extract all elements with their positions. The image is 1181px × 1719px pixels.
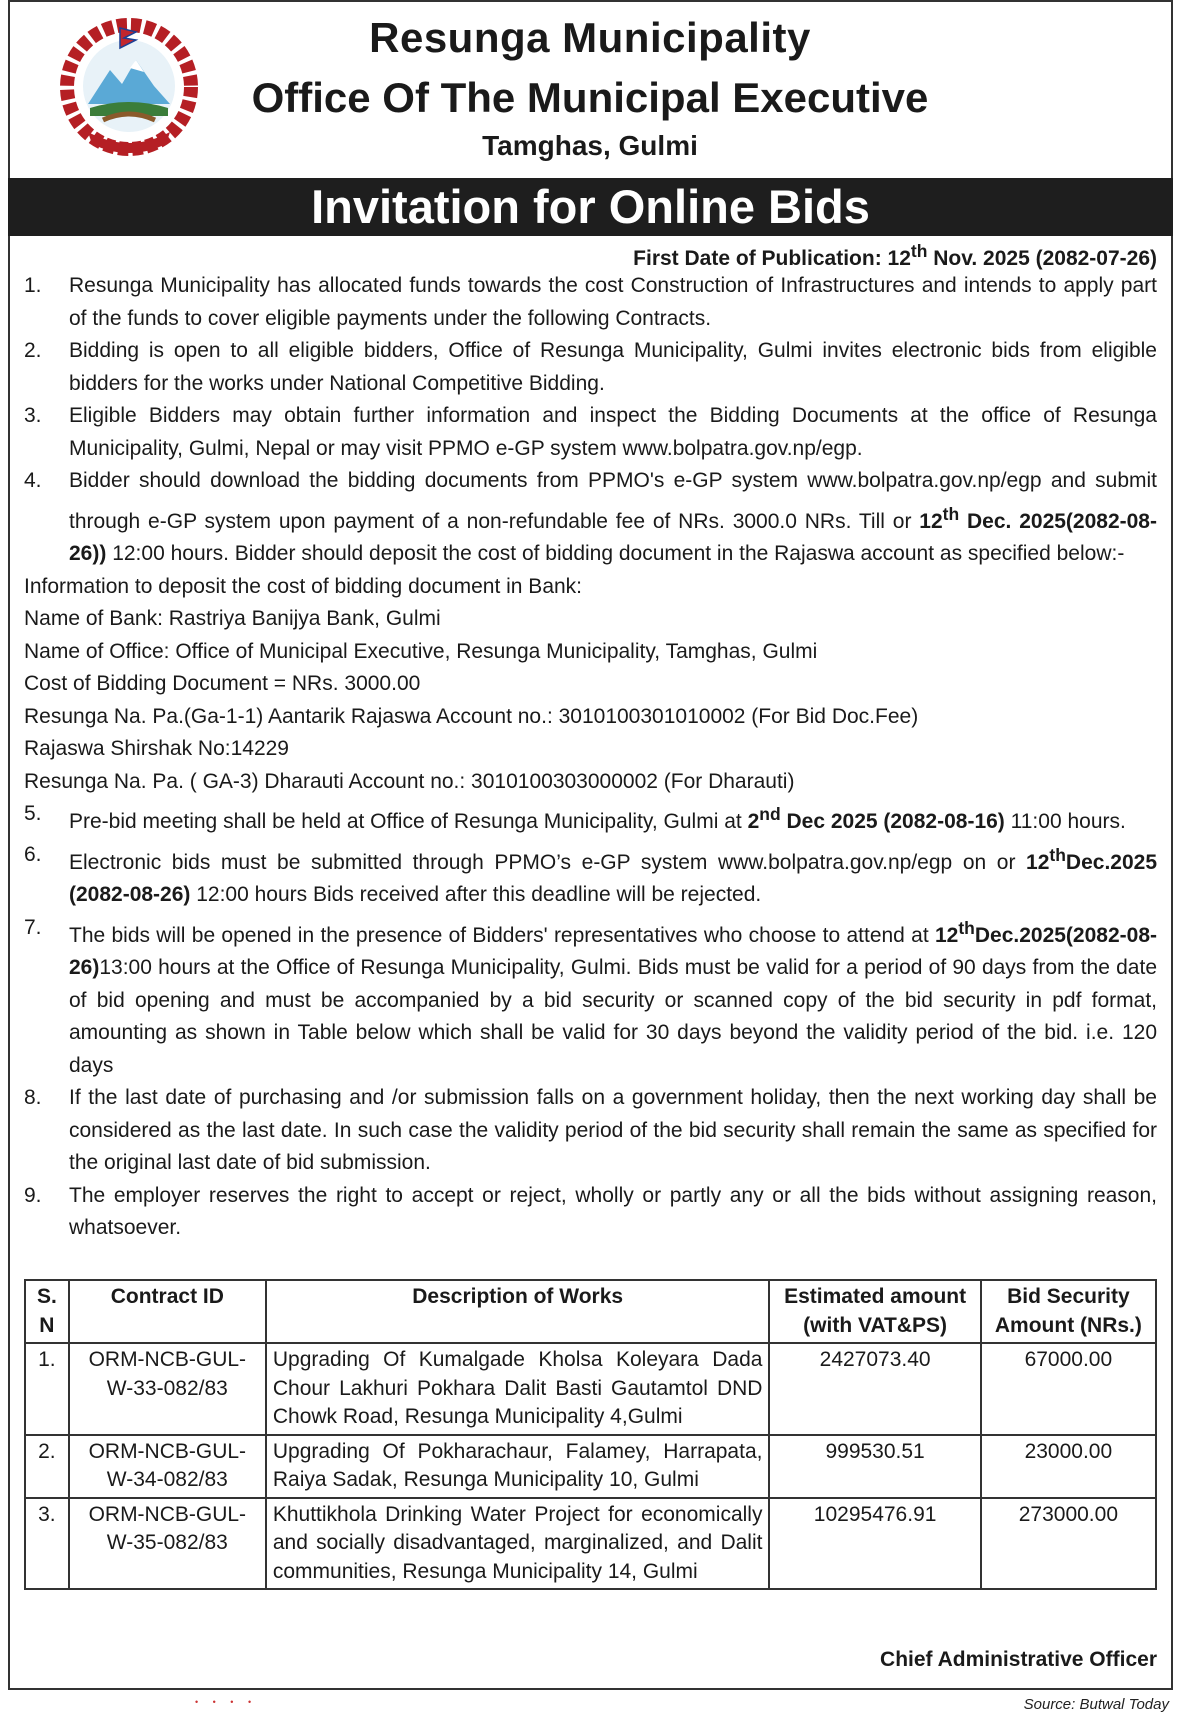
clause-number: 2. xyxy=(24,339,42,362)
cell-estimated-amount: 10295476.91 xyxy=(769,1498,980,1590)
bank-office: Name of Office: Office of Municipal Executive, Resunga Municipality, Tamghas, Gulmi xyxy=(24,639,818,663)
opening-date: 12thDec.2025(2082-08-26) xyxy=(69,917,1157,979)
cell-contract-id: ORM-NCB-GUL-W-34-082/83 xyxy=(69,1435,266,1498)
table-row xyxy=(25,1343,1156,1435)
clause-text: Resunga Municipality has allocated funds towards the cost Construction of Infrastructures and intends to apply part of the funds to cover eligible payments under the following Contracts. xyxy=(69,274,1157,330)
header-estimated-amount: Estimated amount (with VAT&PS) xyxy=(769,1280,980,1343)
bank-name: Name of Bank: Rastriya Banijya Bank, Gulmi xyxy=(24,607,441,630)
header-contract-id: Contract ID xyxy=(69,1280,266,1343)
bank-info-heading: Information to deposit the cost of bidding document in Bank: xyxy=(24,574,583,598)
clause-number: 3. xyxy=(24,404,42,427)
cell-contract-id: ORM-NCB-GUL-W-33-082/83 xyxy=(69,1343,266,1435)
deadline-date: 12th Dec. 2025(2082-08-26)) xyxy=(69,503,1157,565)
clause-text: The employer reserves the right to accept or reject, wholly or partly any or all the bids without assigning reason, whatsoever. xyxy=(69,1183,1157,1239)
clause-9 xyxy=(24,1180,1157,1245)
clause-5: 5. Pre-bid meeting shall be held at Office of Resunga Municipality, Gulmi at 2nd Dec 2025 (2082-08-16) 11:00 hours. xyxy=(24,798,1157,839)
clause-text: Bidding is open to all eligible bidders, Office of Resunga Municipality, Gulmi invites electronic bids from eligible bidders for the works under National Competitive Bidding. xyxy=(69,339,1157,395)
nepal-emblem-icon xyxy=(58,16,200,158)
clause-number: 1. xyxy=(24,274,42,297)
table-header-row xyxy=(25,1280,1156,1343)
cell-bid-security: 23000.00 xyxy=(981,1435,1156,1498)
publication-date: First Date of Publication: 12th Nov. 2025 (2082-07-26) xyxy=(633,241,1157,270)
clause-number: 8. xyxy=(24,1086,42,1109)
clause-4: 4. Bidder should download the bidding documents from PPMO's e-GP system www.bolpatra.gov.np/egp and submit through e-GP system upon payment of a non-refundable fee of NRs. 3000.0 NRs. Till or 12th Dec. 2025(2082-08-26)) 12:00 hours. Bidder should deposit the cost of bidding document in the Rajaswa account as specified below:- xyxy=(24,465,1157,571)
clause-8 xyxy=(24,1082,1157,1180)
cell-description: Khuttikhola Drinking Water Project for economically and socially disadvantaged, marginalized, and Dalit communities, Resunga Municipality 14, Gulmi xyxy=(266,1498,770,1590)
clause-number: 9. xyxy=(24,1183,42,1207)
notice-banner: Invitation for Online Bids xyxy=(8,178,1173,236)
header-bid-security: Bid Security Amount (NRs.) xyxy=(981,1280,1156,1343)
cell-estimated-amount: 999530.51 xyxy=(769,1435,980,1498)
submission-date: 12thDec.2025 (2082-08-26) xyxy=(69,844,1157,906)
header-description: Description of Works xyxy=(266,1280,770,1343)
clause-number: 6. xyxy=(24,842,42,866)
cell-sn: 2. xyxy=(25,1435,69,1498)
table-row xyxy=(25,1498,1156,1590)
cell-contract-id: ORM-NCB-GUL-W-35-082/83 xyxy=(69,1498,266,1590)
cell-sn: 1. xyxy=(25,1343,69,1435)
municipality-title: Resunga Municipality xyxy=(369,14,811,61)
cell-description: Upgrading Of Pokharachaur, Falamey, Harrapata, Raiya Sadak, Resunga Municipality 10, Gulmi xyxy=(266,1435,770,1498)
office-title: Office Of The Municipal Executive xyxy=(251,74,929,121)
clause-text: If the last date of purchasing and /or submission falls on a government holiday, then the next working day shall be considered as the last date. In such case the validity period of the bid security shall remain the same as specified for the original last date of bid submission. xyxy=(69,1086,1157,1174)
clause-2 xyxy=(24,335,1157,400)
clause-7: 7. The bids will be opened in the presence of Bidders' representatives who choose to attend at 12thDec.2025(2082-08-26)13:00 hours at the Office of Resunga Municipality, Gulmi. Bids must be valid for a period of 90 days from the date of bid opening and must be accompanied by a bid security or scanned copy of the bid security in pdf format, amounting as shown in Table below which shall be valid for 30 days beyond the validity period of the bid. i.e. 120 days xyxy=(24,912,1157,1083)
office-location: Tamghas, Gulmi xyxy=(482,130,698,161)
table-row xyxy=(25,1435,1156,1498)
cell-estimated-amount: 2427073.40 xyxy=(769,1343,980,1435)
clause-number: 7. xyxy=(24,915,42,939)
clause-1 xyxy=(24,270,1157,335)
clause-3 xyxy=(24,400,1157,465)
cell-description: Upgrading Of Kumalgade Kholsa Koleyara Dada Chour Lakhuri Pokhara Dalit Basti Gautamtol DND Chowk Road, Resunga Municipality 4,Gulmi xyxy=(266,1343,770,1435)
prebid-date: 2nd Dec 2025 (2082-08-16) xyxy=(747,804,1005,833)
cell-bid-security: 273000.00 xyxy=(981,1498,1156,1590)
document-cost: Cost of Bidding Document = NRs. 3000.00 xyxy=(24,672,421,695)
rajaswa-account: Resunga Na. Pa.(Ga-1-1) Aantarik Rajaswa Account no.: 3010100301010002 (For Bid Doc.Fee) xyxy=(24,704,919,728)
header-sn: S. N xyxy=(25,1280,69,1343)
clause-number: 5. xyxy=(24,802,42,825)
contracts-table xyxy=(24,1279,1157,1590)
clause-text: Eligible Bidders may obtain further information and inspect the Bidding Documents at the office of Resunga Municipality, Gulmi, Nepal or may visit PPMO e-GP system www.bolpatra.gov.np/egp. xyxy=(69,404,1157,460)
source-credit: Source: Butwal Today xyxy=(1023,1696,1169,1713)
notice-body xyxy=(24,270,1157,1245)
rajaswa-shirshak: Rajaswa Shirshak No:14229 xyxy=(24,737,289,760)
color-dots: • • • • xyxy=(195,1697,258,1707)
signature-title: Chief Administrative Officer xyxy=(880,1648,1157,1671)
cell-bid-security: 67000.00 xyxy=(981,1343,1156,1435)
clause-6: 6. Electronic bids must be submitted through PPMO’s e-GP system www.bolpatra.gov.np/egp on or 12thDec.2025 (2082-08-26) 12:00 hours Bids received after this deadline will be rejected. xyxy=(24,839,1157,912)
dharauti-account: Resunga Na. Pa. ( GA-3) Dharauti Account no.: 3010100303000002 (For Dharauti) xyxy=(24,769,795,793)
clause-number: 4. xyxy=(24,469,42,492)
cell-sn: 3. xyxy=(25,1498,69,1590)
